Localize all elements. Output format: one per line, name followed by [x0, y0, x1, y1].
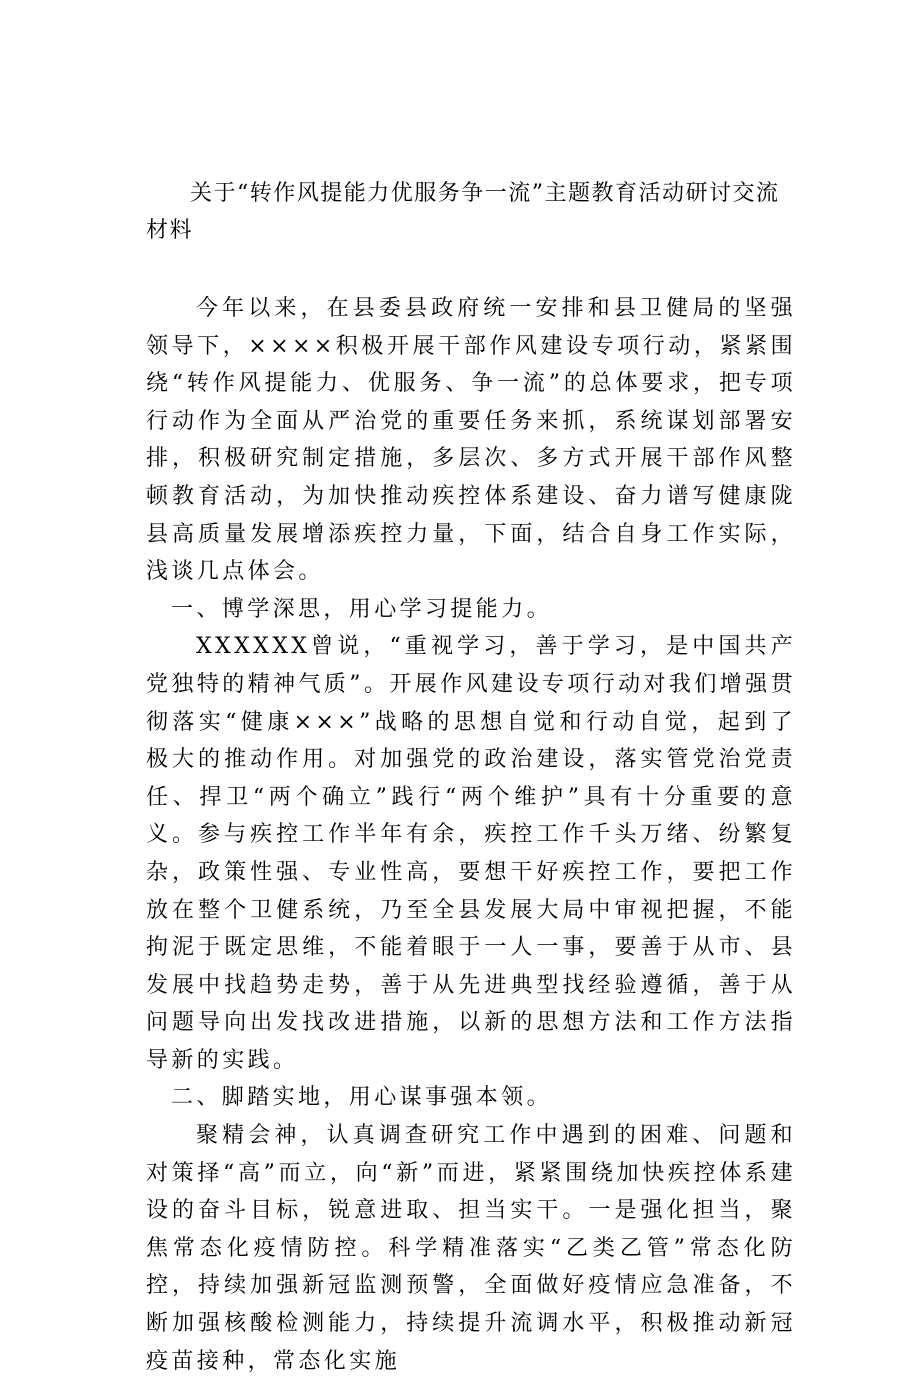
- intro-paragraph: 今年以来，在县委县政府统一安排和县卫健局的坚强领导下，××××积极开展干部作风建设专项行动，紧紧围绕“转作风提能力、优服务、争一流”的总体要求，把专项行动作为全面从严治党的重要任务来抓，系统谋划部署安排，积极研究制定措施，多层次、多方式开展干部作风整顿教育活动，为加快推动疾控体系建设、奋力谱写健康陇县高质量发展增添疾控力量，下面，结合自身工作实际，浅谈几点体会。: [146, 296, 796, 585]
- title-spacer: [146, 249, 796, 290]
- document-body: [146, 175, 796, 1380]
- section-1-paragraph: XXXXXX曾说，“重视学习，善于学习，是中国共产党独特的精神气质”。开展作风建设专项行动对我们增强贯彻落实“健康×××”战略的思想自觉和行动自觉，起到了极大的推动作用。对加强党的政治建设，落实管党治党责任、捍卫“两个确立”践行“两个维护”具有十分重要的意义。参与疾控工作半年有余，疾控工作千头万绪、纷繁复杂，政策性强、专业性高，要想干好疾控工作，要把工作放在整个卫健系统，乃至全县发展大局中审视把握，不能拘泥于既定思维，不能着眼于一人一事，要善于从市、县发展中找趋势走势，善于从先进典型找经验遵循，善于从问题导向出发找改进措施，以新的思想方法和工作方法指导新的实践。: [146, 634, 796, 1073]
- section-2-paragraph: 聚精会神，认真调查研究工作中遇到的困难、问题和对策择“高”而立，向“新”而进，紧紧围绕加快疾控体系建设的奋斗目标，锐意进取、担当实干。一是强化担当，聚焦常态化疫情防控。科学精准落实“乙类乙管”常态化防控，持续加强新冠监测预警，全面做好疫情应急准备，不断加强核酸检测能力，持续提升流调水平，积极推动新冠疫苗接种，常态化实施: [146, 1123, 796, 1374]
- section-2-heading: 二、脚踏实地，用心谋事强本领。: [171, 1085, 553, 1111]
- document-title: 关于“转作风提能力优服务争一流”主题教育活动研讨交流材料: [146, 181, 780, 243]
- section-1-heading: 一、博学深思，用心学习提能力。: [171, 596, 553, 622]
